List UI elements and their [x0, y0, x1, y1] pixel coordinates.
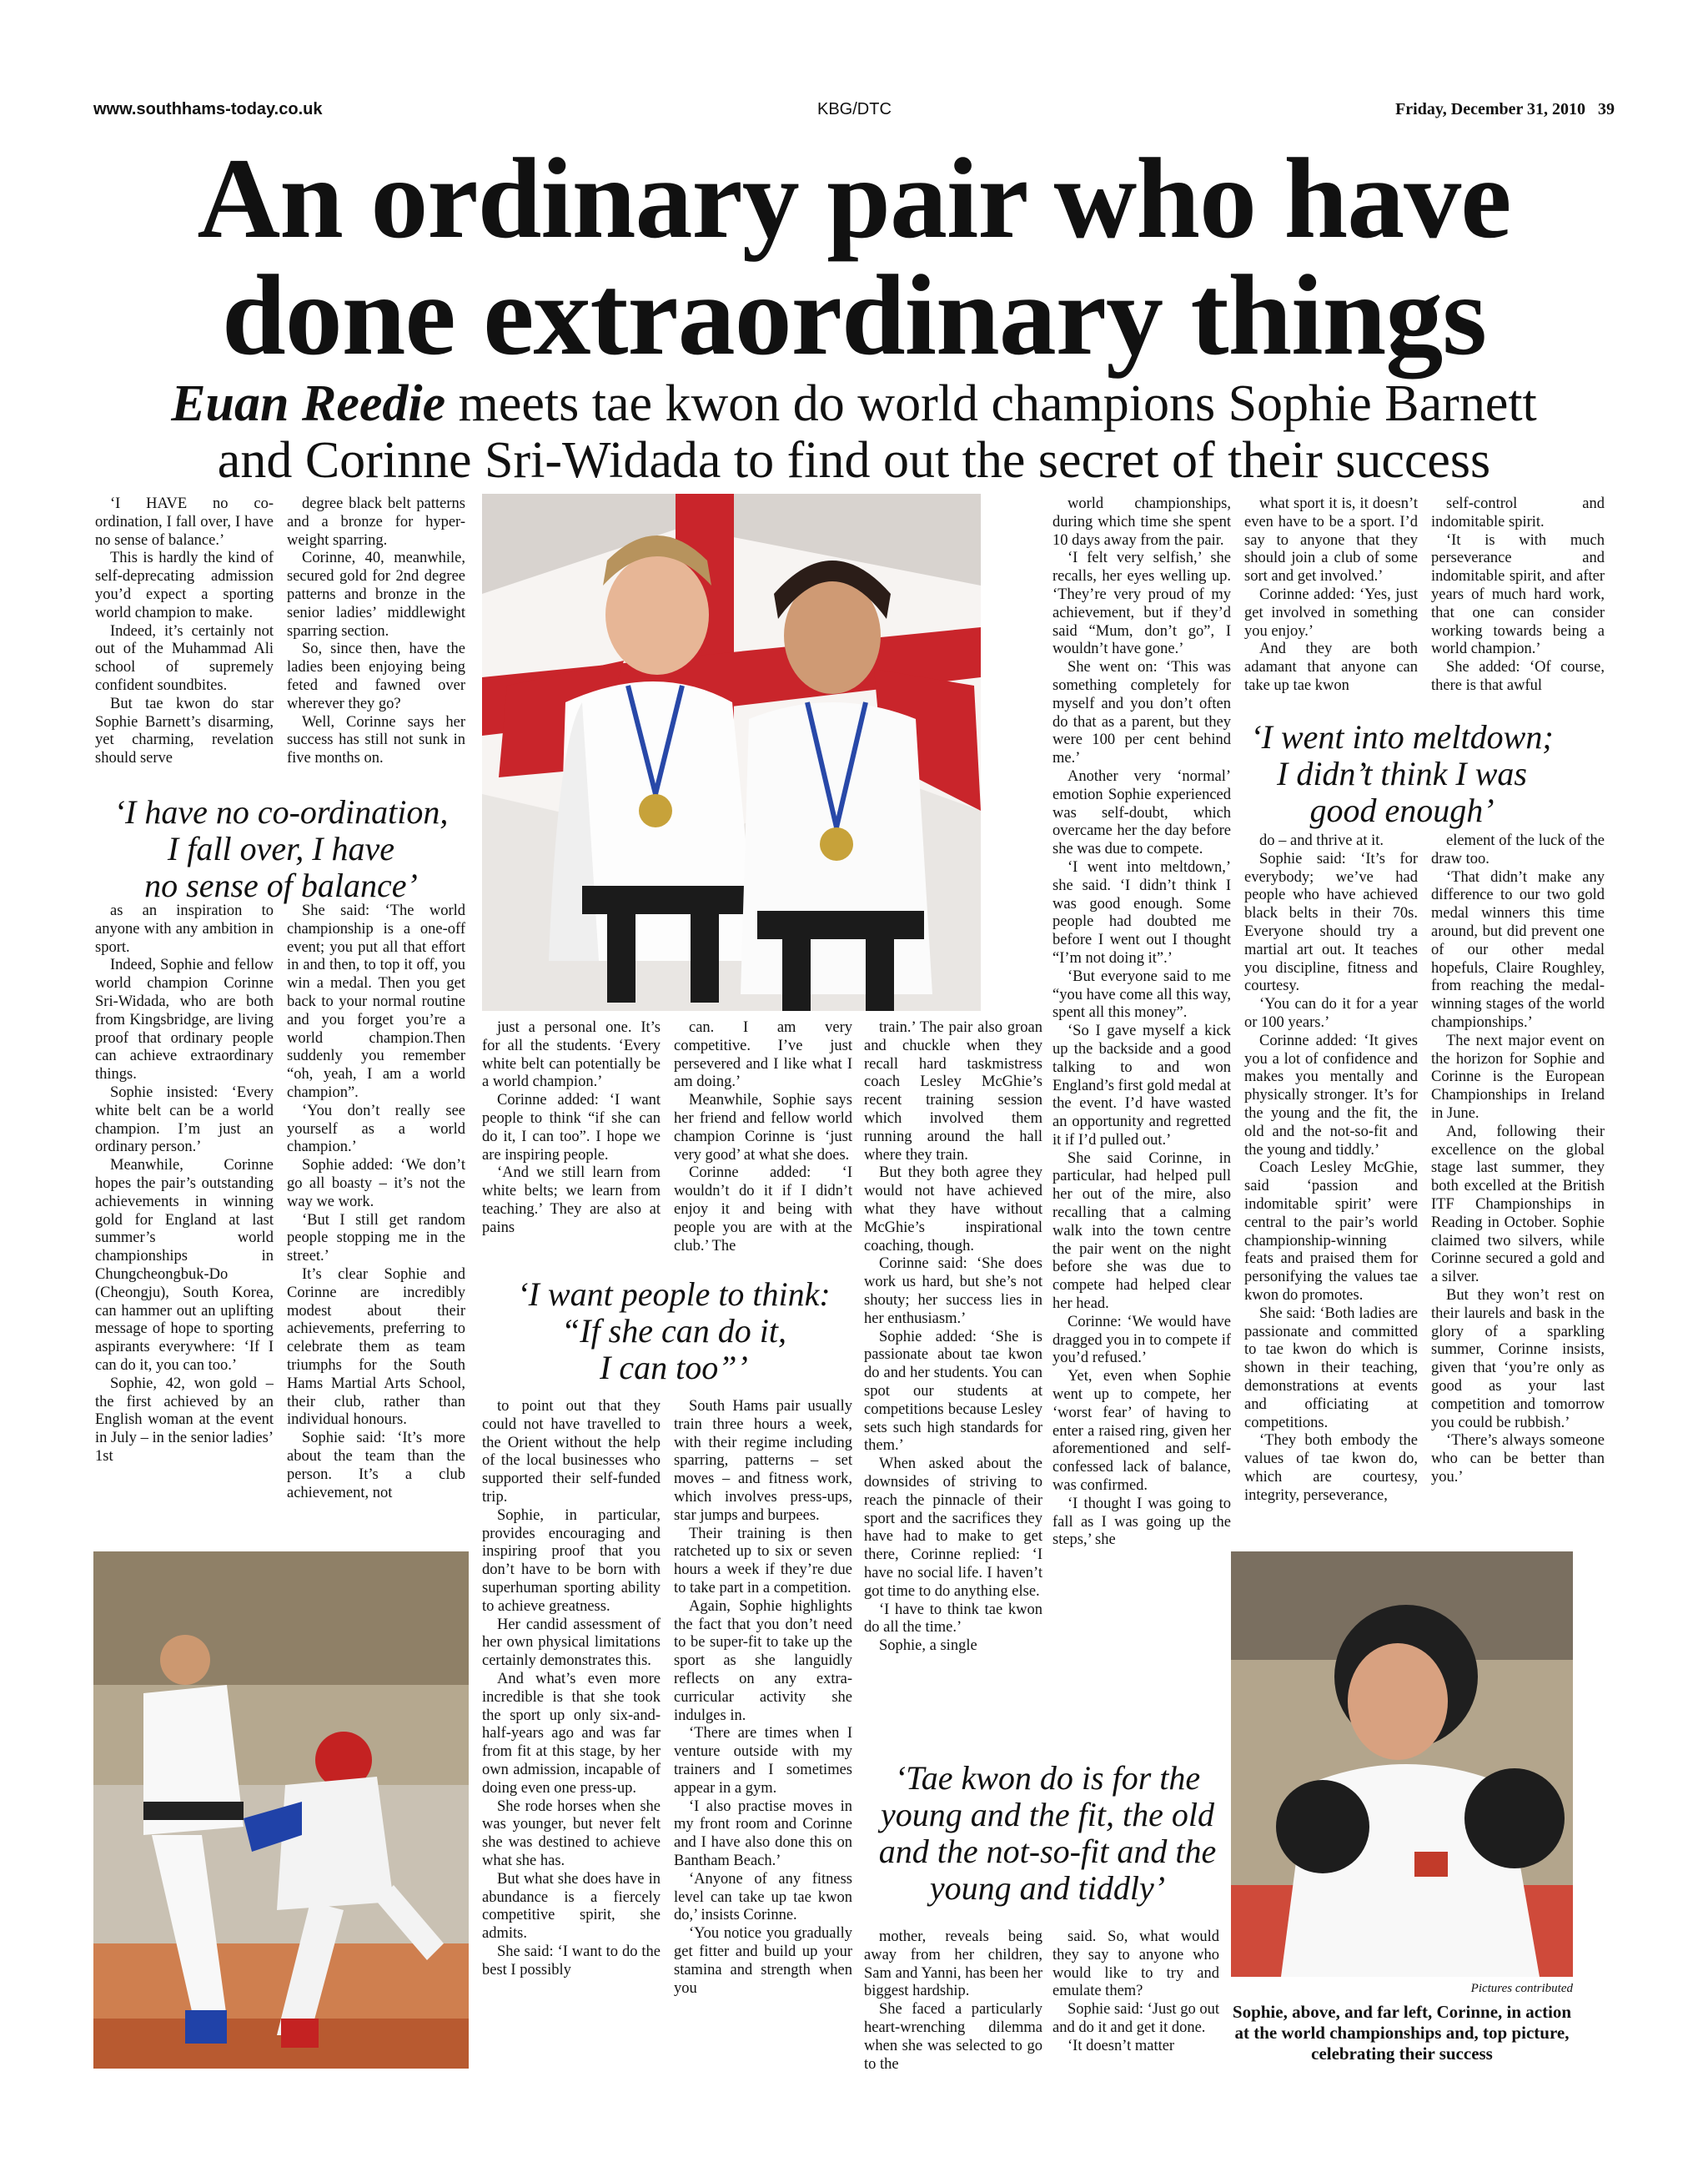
article-paragraph: do – and thrive at it. — [1259, 832, 1384, 849]
article-paragraph: world championships, during which time she spent 10 days away from the pair. — [1052, 495, 1231, 549]
edition-code: KBG/DTC — [817, 100, 892, 118]
article-paragraph: Sophie, a single — [879, 1637, 977, 1655]
article-paragraph: She said Corinne, in particular, had helped pull her out of the mire, also recalling that a calming walk into the town centre the pair went on the night before she was due to compete had helped clear her head. — [1052, 1149, 1231, 1313]
column-6-top — [1244, 495, 1418, 714]
headline — [67, 134, 1641, 379]
article-paragraph: Sophie, 42, won gold – the first achieved by an English woman at the event in July – in the senior ladies’ 1st — [95, 1375, 274, 1465]
article-paragraph: Corinne added: ‘I wouldn’t do it if I didn’t enjoy it and being with people you are with at the club.’ The — [674, 1164, 852, 1254]
headline-line-1: An ordinary pair who have — [197, 134, 1511, 262]
pull-quote-1-line: ‘I have no co-ordination, — [113, 793, 449, 831]
article-paragraph: Sophie said: ‘It’s for everybody; we’ve had people who have achieved black belts in their 70s. Everyone should try a martial art out. It teaches you discipline, fitness and courtesy. — [1244, 850, 1418, 995]
pull-quote-1-line: no sense of balance’ — [144, 867, 418, 904]
standfirst — [67, 375, 1641, 489]
site-url: www.southhams-today.co.uk — [93, 100, 323, 118]
article-paragraph: ‘And we still learn from white belts; we learn from teaching.’ They are also at pains — [482, 1164, 661, 1236]
article-paragraph: Corinne said: ‘She does work us hard, but she’s not shouty; her success lies in her enthusiasm.’ — [864, 1255, 1042, 1327]
article-paragraph: mother, reveals being away from her children, Sam and Yanni, has been her biggest hardship. — [864, 1928, 1042, 2000]
photo-sophie-sparring — [1231, 1551, 1573, 1977]
article-paragraph: Sophie, in particular, provides encouraging and inspiring proof that you don’t have to be born with superhuman sporting ability to achieve greatness. — [482, 1506, 661, 1615]
column-4r-top — [864, 1019, 1042, 1753]
article-paragraph: But they won’t rest on their laurels and bask in the glory of a sparkling summer, Corinne insists, given that ‘you’re only as good as your last competition and tomorrow you could be rubbish.’ — [1431, 1286, 1605, 1431]
article-paragraph: train.’ The pair also groan and chuckle when they recall hard taskmistress coach Lesley McGhie’s recent training session which involved them running around the hall where they train. — [864, 1019, 1042, 1164]
article-paragraph: Yet, even when Sophie went up to compete, her ‘worst fear’ of having to enter a raised ring, given her aforementioned and self-confessed lack of balance, was confirmed. — [1052, 1368, 1231, 1495]
pull-quote-2-line: ‘I want people to think: — [517, 1275, 831, 1313]
pull-quote-2 — [482, 1276, 866, 1386]
photo-caption: Sophie, above, and far left, Corinne, in action at the world championships and, top picture, celebrating their success — [1232, 2002, 1572, 2064]
article-paragraph: ‘But I still get random people stopping me in the street.’ — [287, 1211, 465, 1265]
article-paragraph: Another very ‘normal’ emotion Sophie experienced was self-doubt, which overcame her the day before she was due to compete. — [1052, 767, 1231, 858]
article-paragraph: It’s clear Sophie and Corinne are incredibly modest about their achievements, preferring to celebrate them as team triumphs for the South Hams Martial Arts School, their club, rather than individual honours. — [287, 1265, 465, 1429]
headline-line-2: done extraordinary things — [221, 251, 1487, 379]
article-paragraph: But they both agree they would not have achieved what they have without McGhie’s inspirational coaching, though. — [864, 1164, 1042, 1254]
article-paragraph: degree black belt patterns and a bronze for hyper-weight sparring. — [287, 495, 465, 549]
column-5-bottom — [1052, 1928, 1219, 2095]
column-1-bottom — [95, 902, 274, 1541]
article-paragraph: ‘So I gave myself a kick up the backside and a good talking to and won England’s first gold medal at the event. I’d have wasted an opportunity and regretted it if I’d pulled out.’ — [1052, 1023, 1231, 1149]
article-paragraph: ‘You notice you gradually get fitter and build up your stamina and strength when you — [674, 1925, 852, 1997]
article-paragraph: Corinne: ‘We would have dragged you in to compete if you’d refused.’ — [1052, 1313, 1231, 1367]
pull-quote-3 — [1231, 719, 1573, 829]
article-paragraph: as an inspiration to anyone with any ambition in sport. — [95, 902, 274, 956]
article-paragraph: Sophie said: ‘Just go out and do it and get it done. — [1052, 2001, 1219, 2036]
pull-quote-4-line: young and the fit, the old — [881, 1796, 1214, 1833]
column-7-middle — [1431, 832, 1605, 1541]
photo-credit: Pictures contributed — [1470, 1982, 1573, 1995]
standfirst-line-2: and Corinne Sri-Widada to find out the secret of their success — [217, 432, 1491, 489]
column-2-top — [287, 495, 465, 787]
article-paragraph: Sophie added: ‘We don’t go all boasty – it’s not the way we work. — [287, 1157, 465, 1210]
article-paragraph: ‘Anyone of any fitness level can take up tae kwon do,’ insists Corinne. — [674, 1870, 852, 1924]
article-paragraph: ‘They both embody the values of tae kwon do, which are courtesy, integrity, perseverance, — [1244, 1432, 1418, 1504]
article-paragraph: ‘I have to think tae kwon do all the time.’ — [864, 1601, 1042, 1637]
article-paragraph: Indeed, Sophie and fellow world champion Corinne Sri-Widada, who are both from Kingsbridge, are living proof that ordinary people can achieve extraordinary things. — [95, 957, 274, 1083]
pull-quote-4 — [864, 1760, 1231, 1907]
article-paragraph: ‘It doesn’t matter — [1068, 2037, 1175, 2054]
issue-date: Friday, December 31, 2010 39 — [1395, 100, 1615, 118]
column-4r-bottom — [864, 1928, 1042, 2095]
article-paragraph: She went on: ‘This was something completely for myself and you don’t often do that as a parent, but they were 100 per cent behind me.’ — [1052, 659, 1231, 767]
article-paragraph: ‘You don’t really see yourself as a world champion.’ — [287, 1102, 465, 1156]
standfirst-line-1: meets tae kwon do world champions Sophie Barnett — [445, 375, 1537, 432]
article-paragraph: So, since then, have the ladies been enjoying being feted and fawned over wherever they go? — [287, 641, 465, 712]
article-paragraph: what sport it is, it doesn’t even have to be a sport. I’d say to anyone that they should join a club of some sort and get involved.’ — [1244, 495, 1418, 586]
article-paragraph: Sophie insisted: ‘Every white belt can be a world champion. I’m just an ordinary person.’ — [95, 1083, 274, 1156]
article-paragraph: Coach Lesley McGhie, said ‘passion and indomitable spirit’ were central to the pair’s world championship-winning feats and praised them for personifying the values tae kwon do promotes. — [1244, 1159, 1418, 1304]
article-paragraph: ‘There are times when I venture outside with my trainers and I sometimes appear in a gym. — [674, 1725, 852, 1797]
article-paragraph: She said: ‘The world championship is a one-off event; you put all that effort in and then, to top it off, you win a medal. Then you get back to your normal routine and you forget you’re a world champion.Then suddenly you remember “oh, yeah, I am a world champion”. — [287, 902, 465, 1101]
article-paragraph: When asked about the downsides of striving to reach the pinnacle of their sport and the sacrifices they have had to make to get there, Corinne replied: ‘I have no social life. I haven’t got time to do anything else. — [864, 1456, 1042, 1600]
pull-quote-3-line: I didn’t think I was — [1277, 755, 1527, 792]
pull-quote-1-line: I fall over, I have — [167, 830, 395, 867]
column-3-middle — [482, 1019, 661, 1270]
article-paragraph: This is hardly the kind of self-deprecating admission you’d expect a sporting world champion to make. — [95, 550, 274, 621]
article-paragraph: And they are both adamant that anyone can take up tae kwon — [1244, 641, 1418, 694]
pull-quote-2-line: I can too”’ — [600, 1349, 748, 1386]
article-paragraph: Well, Corinne says her success has still not sunk in five months on. — [287, 713, 465, 767]
article-paragraph: ‘I HAVE no co-ordination, I fall over, I have no sense of balance.’ — [95, 495, 274, 549]
article-paragraph: The next major event on the horizon for Sophie and Corinne is the European Championships in Ireland in June. — [1431, 1032, 1605, 1122]
article-paragraph: self-control and indomitable spirit. — [1431, 495, 1605, 530]
column-4-middle — [674, 1019, 852, 1270]
column-3-bottom — [482, 1398, 661, 2090]
column-7-top — [1431, 495, 1605, 714]
article-paragraph: She faced a particularly heart-wrenching dilemma when she was selected to go to the — [864, 2001, 1042, 2073]
article-paragraph: She rode horses when she was younger, but never felt she was destined to achieve what she has. — [482, 1797, 661, 1869]
article-paragraph: She said: ‘Both ladies are passionate and committed to tae kwon do which is shown in their teaching, demonstrations at events and officiating at competitions. — [1244, 1305, 1418, 1431]
article-paragraph: Corinne, 40, meanwhile, secured gold for 2nd degree patterns and bronze in the senior ladies’ middlewight sparring section. — [287, 550, 465, 640]
photo-corinne-sparring — [93, 1551, 469, 2069]
pull-quote-1 — [93, 794, 469, 904]
page-number: 39 — [1598, 100, 1615, 118]
article-paragraph: Corinne added: ‘It gives you a lot of confidence and makes you mentally and physically stronger. It’s for the young and the fit, the old and the not-so-fit and the young and tiddly.’ — [1244, 1032, 1418, 1159]
article-paragraph: She said: ‘I want to do the best I possibly — [482, 1943, 661, 1978]
article-paragraph: ‘It is with much perseverance and indomitable spirit, and after years of much hard work, that one can consider working towards being a world champion.’ — [1431, 531, 1605, 658]
article-paragraph: She added: ‘Of course, there is that awful — [1431, 659, 1605, 694]
article-paragraph: to point out that they could not have travelled to the Orient without the help of the local businesses who supported their self-funded trip. — [482, 1398, 661, 1506]
article-paragraph: But what she does have in abundance is a fiercely competitive spirit, she admits. — [482, 1870, 661, 1943]
pull-quote-3-line: ‘I went into meltdown; — [1250, 718, 1554, 756]
article-paragraph: And, following their excellence on the global stage last summer, they both excelled at the British ITF Championships in Reading in October. Sophie claimed two silvers, while Corinne secured a gold and a silver. — [1431, 1123, 1605, 1286]
article-paragraph: element of the luck of the draw too. — [1431, 832, 1605, 867]
column-5-top — [1052, 495, 1231, 1755]
byline-author: Euan Reedie — [171, 375, 446, 432]
article-paragraph: ‘I also practise moves in my front room and Corinne and I have also done this on Bantham Beach.’ — [674, 1797, 852, 1869]
article-paragraph: Corinne added: ‘I want people to think “if she can do it, I can too”. I hope we are inspiring people. — [482, 1092, 661, 1164]
article-paragraph: Her candid assessment of her own physical limitations certainly demonstrates this. — [482, 1616, 661, 1670]
pull-quote-4-line: young and tiddly’ — [929, 1869, 1166, 1907]
article-paragraph: ‘I went into meltdown,’ she said. ‘I didn’t think I was good enough. Some people had doubted me before I went out I thought “I’m not doing it”.’ — [1052, 858, 1231, 967]
photo-champions-celebrating — [482, 494, 981, 1011]
article-paragraph: Meanwhile, Corinne hopes the pair’s outstanding achievements in winning gold for England at last summer’s world championships in Chungcheongbuk-Do (Cheongju), South Korea, can hammer out an uplifting message of hope to sporting aspirants everywhere: ‘If I can do it, you can too.’ — [95, 1157, 274, 1374]
pull-quote-3-line: good enough’ — [1309, 792, 1494, 829]
pull-quote-4-line: ‘Tae kwon do is for the — [894, 1759, 1201, 1797]
pull-quote-4-line: and the not-so-fit and the — [878, 1833, 1217, 1870]
article-paragraph: ‘That didn’t make any difference to our two gold medal winners this time around, but did prevent one of our other medal hopefuls, Claire Roughley, from reaching the medal-winning stages of the world championships.’ — [1431, 868, 1605, 1031]
article-paragraph: ‘I thought I was going to fall as I was going up the steps,’ she — [1052, 1495, 1231, 1549]
article-paragraph: can. I am very competitive. I’ve just persevered and I like what I am doing.’ — [674, 1019, 852, 1091]
article-paragraph: But tae kwon do star Sophie Barnett’s disarming, yet charming, revelation should serve — [95, 695, 274, 767]
article-paragraph: Again, Sophie highlights the fact that you don’t need to be super-fit to take up the sport as she languidly reflects on any extra-curricular activity she indulges in. — [674, 1597, 852, 1724]
article-paragraph: Their training is then ratcheted up to six or seven hours a week if they’re due to take part in a competition. — [674, 1525, 852, 1596]
article-paragraph: Indeed, it’s certainly not out of the Muhammad Ali school of supremely confident soundbites. — [95, 622, 274, 694]
column-2-bottom — [287, 902, 465, 1541]
article-paragraph: ‘I felt very selfish,’ she recalls, her eyes welling up. ‘They’re very proud of my achievement, but if they’d said “Mum, don’t go”, I wouldn’t have gone.’ — [1052, 550, 1231, 658]
article-paragraph: ‘You can do it for a year or 100 years.’ — [1244, 996, 1418, 1031]
article-paragraph: ‘But everyone said to me “you have come all this way, spent all this money”. — [1052, 968, 1231, 1022]
column-1-top — [95, 495, 274, 787]
article-paragraph: ‘There’s always someone who can be better than you.’ — [1431, 1432, 1605, 1486]
article-paragraph: Corinne added: ‘Yes, just get involved in something you enjoy.’ — [1244, 586, 1418, 640]
column-6-middle — [1244, 832, 1418, 1541]
article-paragraph: Meanwhile, Sophie says her friend and fellow world champion Corinne is ‘just very good’ at what she does. — [674, 1092, 852, 1164]
article-paragraph: South Hams pair usually train three hours a week, with their regime including sparring, patterns – set moves – and fitness work, which involves press-ups, star jumps and burpees. — [674, 1398, 852, 1524]
article-paragraph: said. So, what would they say to anyone who would like to try and emulate them? — [1052, 1928, 1219, 2000]
article-paragraph: just a personal one. It’s for all the students. ‘Every white belt can potentially be a world champion.’ — [482, 1019, 661, 1091]
article-paragraph: Sophie added: ‘She is passionate about tae kwon do and her students. You can spot our students at competitions because Lesley sets such high standards for them.’ — [864, 1328, 1042, 1455]
column-4-bottom — [674, 1398, 852, 2090]
pull-quote-2-line: “If she can do it, — [561, 1312, 786, 1350]
article-paragraph: Sophie said: ‘It’s more about the team than the person. It’s a club achievement, not — [287, 1430, 465, 1501]
article-paragraph: And what’s even more incredible is that she took the sport up only six-and-half-years ago and was far from fit at this stage, by her own admission, incapable of doing even one press-up. — [482, 1670, 661, 1797]
